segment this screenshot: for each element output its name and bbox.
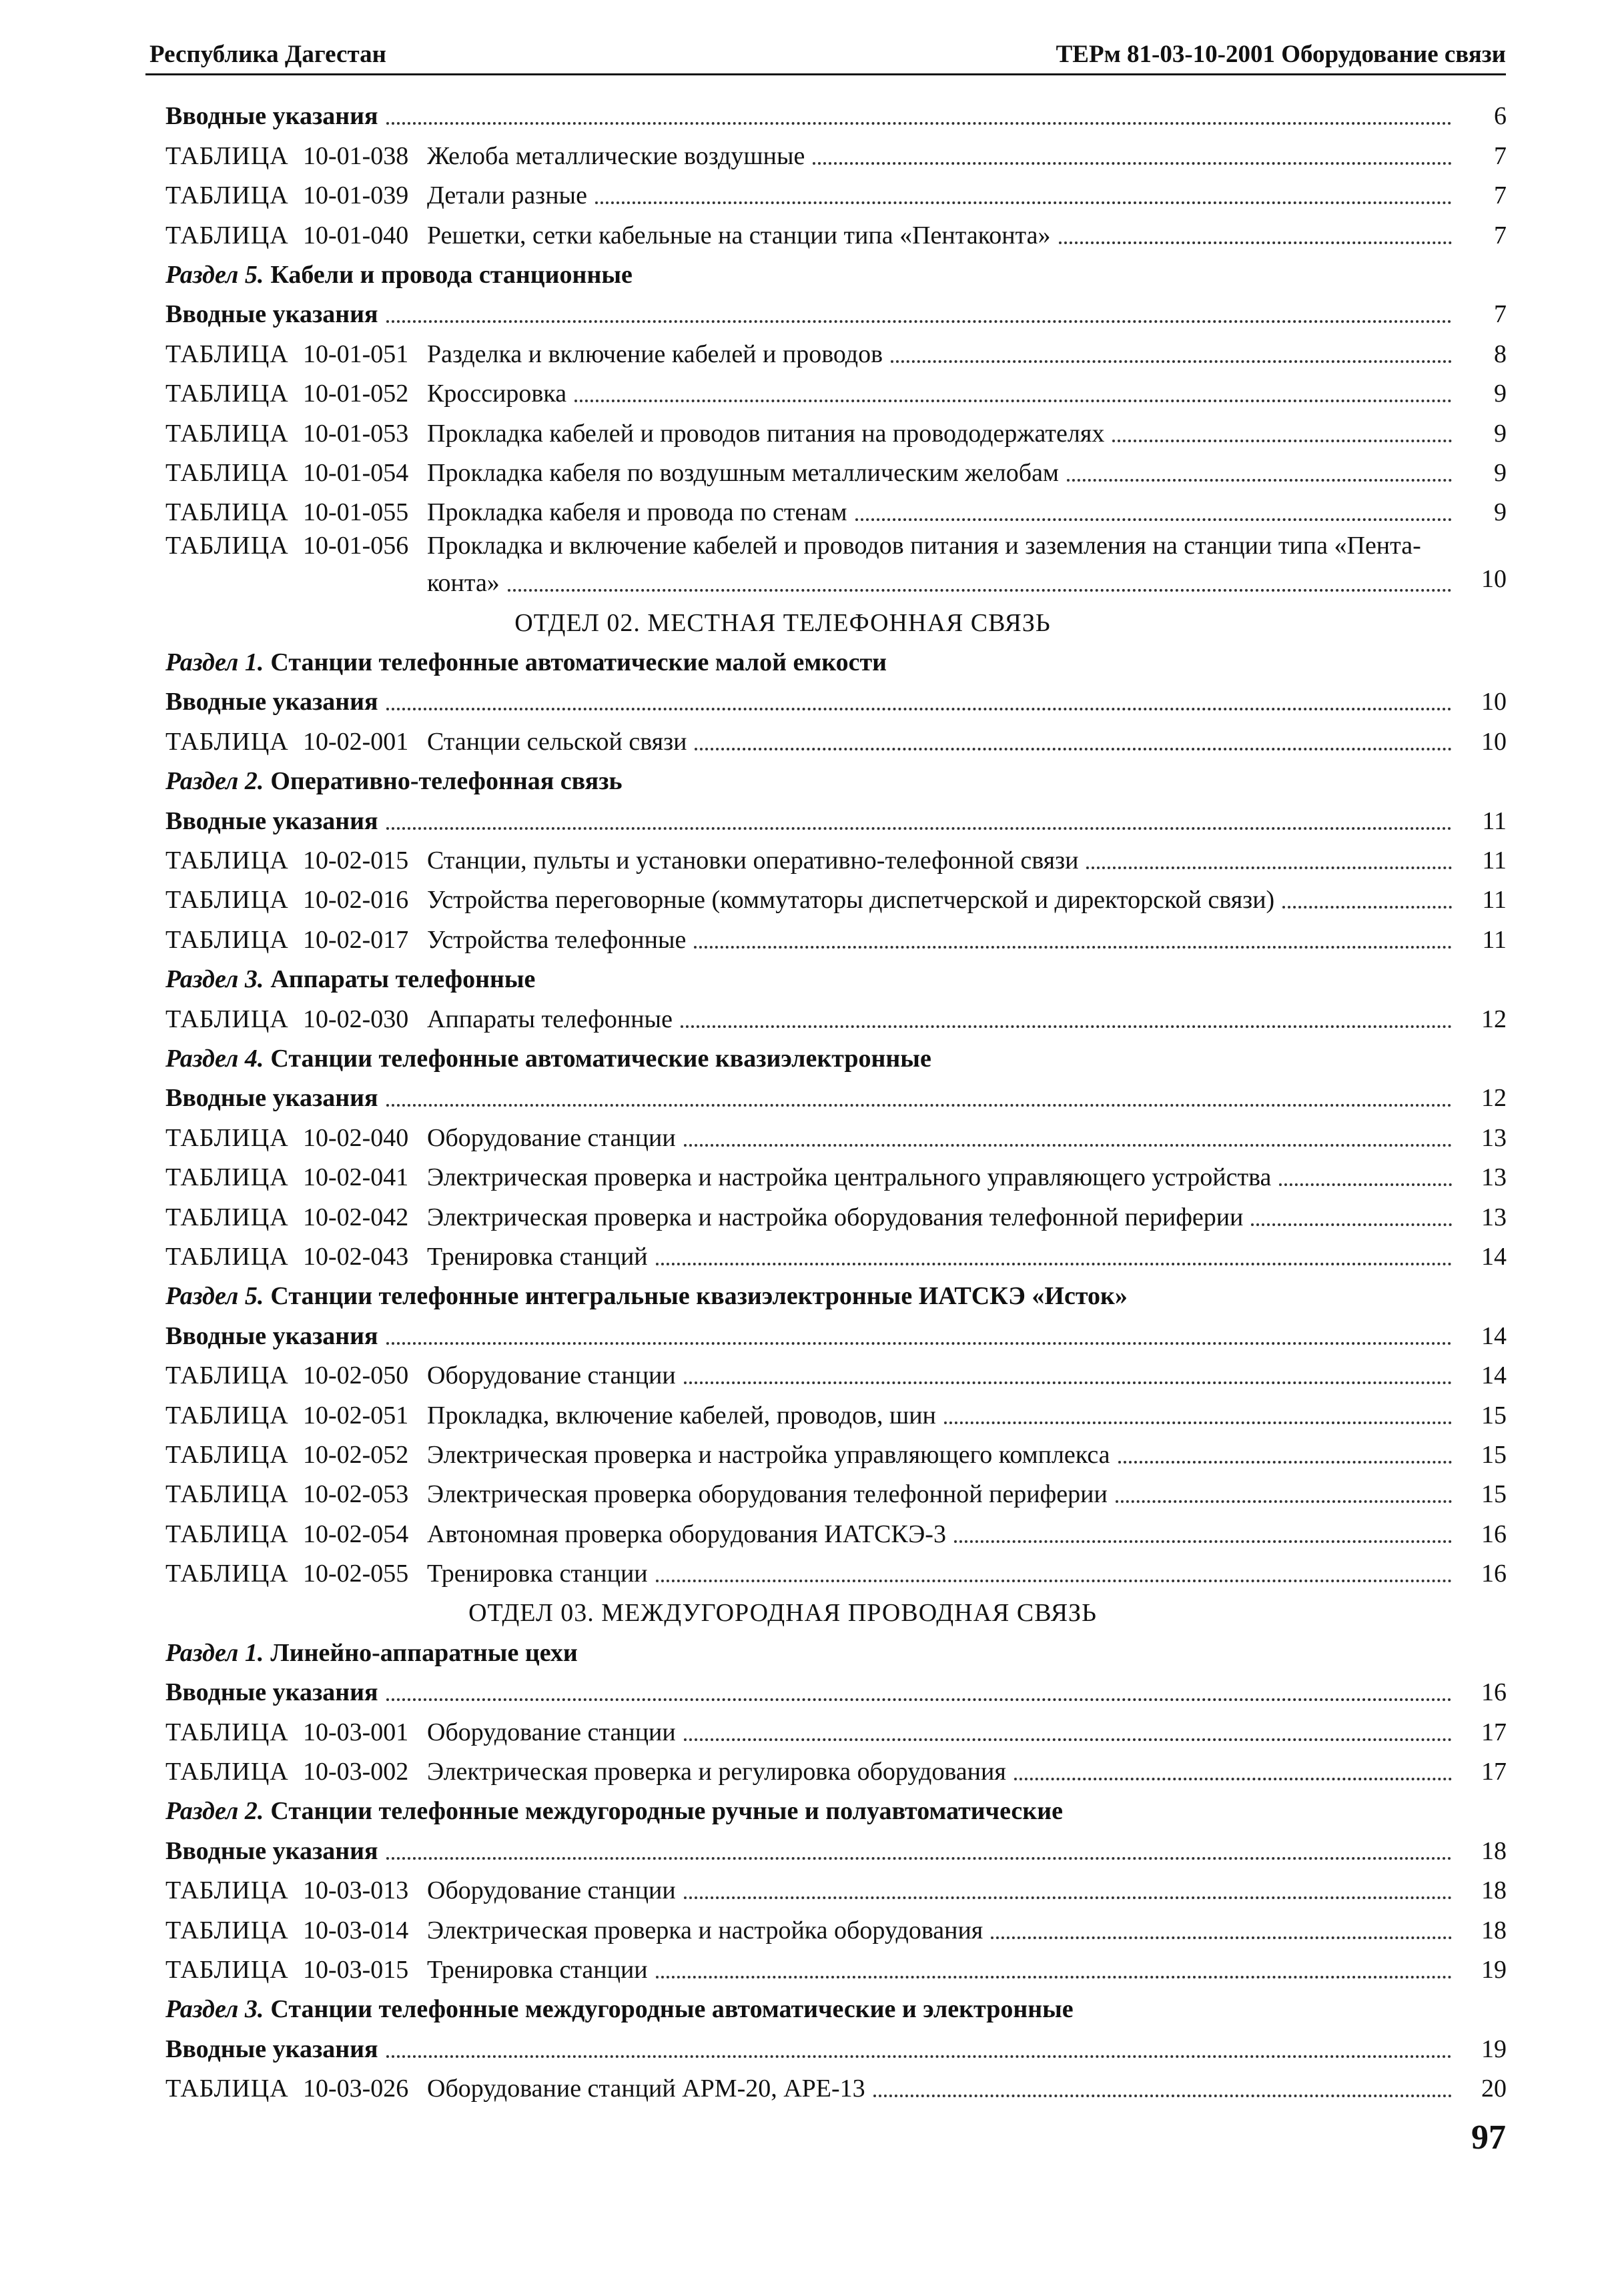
toc-table-code: 10-01-038: [303, 141, 409, 170]
toc-table-label: ТАБЛИЦА: [165, 1123, 289, 1152]
toc-page-number: 14: [1481, 1361, 1507, 1390]
toc-table-row: [165, 1192, 1507, 1231]
toc-page-number: 8: [1494, 340, 1507, 368]
dot-leader: [656, 1580, 1452, 1582]
toc-entry-title: Разделка и включение кабелей и проводов: [427, 340, 883, 368]
toc-table-label: ТАБЛИЦА: [165, 2075, 289, 2103]
toc-page-number: 10: [1481, 727, 1507, 756]
toc-table-label: ТАБЛИЦА: [165, 181, 289, 210]
toc-page-number: 7: [1494, 141, 1507, 170]
section-number: Раздел 2.: [165, 1797, 264, 1826]
toc-entry-title: Кроссировка: [427, 380, 567, 408]
toc-entry-title: Аппараты телефонные: [427, 1005, 673, 1033]
dot-leader: [681, 1025, 1452, 1028]
section-number: Раздел 2.: [165, 767, 264, 796]
toc-page-number: 7: [1494, 181, 1507, 210]
section-title: Станции телефонные автоматические малой емкости: [270, 648, 887, 677]
toc-entry-title: Оборудование станций АРМ-20, АРЕ-13: [427, 2075, 865, 2103]
toc-page-number: 6: [1494, 102, 1507, 131]
toc-table-label: ТАБЛИЦА: [165, 727, 289, 756]
section-number: Раздел 3.: [165, 1995, 264, 2024]
toc-table-row: [165, 1866, 1507, 1905]
toc-table-code: 10-02-041: [303, 1163, 409, 1192]
toc-table-row: [165, 1390, 1507, 1429]
dot-leader: [684, 1896, 1452, 1899]
section-number: Раздел 5.: [165, 260, 264, 289]
dot-leader: [386, 1698, 1452, 1701]
toc-table-code: 10-01-052: [303, 380, 409, 408]
toc-page-number: 13: [1481, 1163, 1507, 1192]
toc-table-code: 10-02-030: [303, 1005, 409, 1033]
toc-page-number: 15: [1481, 1480, 1507, 1509]
toc-table-label: ТАБЛИЦА: [165, 1401, 289, 1429]
toc-table-code: 10-01-051: [303, 340, 409, 368]
toc-table-row: [165, 1509, 1507, 1548]
toc-intro-row: [165, 677, 1507, 716]
dot-leader: [891, 360, 1452, 363]
toc-table-code: 10-02-050: [303, 1361, 409, 1390]
section-number: Раздел 5.: [165, 1282, 264, 1311]
dot-leader: [813, 162, 1452, 165]
toc-table-code: 10-01-056: [303, 532, 409, 560]
toc-page-number: 18: [1481, 1876, 1507, 1905]
toc-table-code: 10-02-015: [303, 846, 409, 875]
section-title: Кабели и провода станционные: [270, 260, 633, 289]
toc-table-row: [165, 448, 1507, 488]
toc-table-code: 10-01-040: [303, 221, 409, 249]
toc-table-label: ТАБЛИЦА: [165, 1480, 289, 1509]
toc-table-label: ТАБЛИЦА: [165, 1203, 289, 1231]
toc-section-heading: [165, 1984, 1507, 2024]
section-title: Аппараты телефонные: [270, 965, 536, 994]
dot-leader: [694, 946, 1452, 949]
dot-leader: [656, 1263, 1452, 1265]
toc-table-row: [165, 1351, 1507, 1390]
toc-intro-row: [165, 1668, 1507, 1707]
toc-table-row: [165, 836, 1507, 875]
dot-leader: [684, 1381, 1452, 1384]
toc-table-row: [165, 171, 1507, 210]
toc-section-heading: [165, 1628, 1507, 1667]
toc-table-label: ТАБЛИЦА: [165, 498, 289, 527]
toc-entry-title: Желоба металлические воздушные: [427, 141, 805, 170]
toc-table-row: [165, 1945, 1507, 1984]
department-title: ОТДЕЛ 03. МЕЖДУГОРОДНАЯ ПРОВОДНАЯ СВЯЗЬ: [468, 1599, 1097, 1628]
toc-entry-title: Тренировка станций: [427, 1242, 648, 1271]
toc-table-row: [165, 994, 1507, 1033]
toc-page-number: 11: [1482, 886, 1507, 915]
toc-table-label: ТАБЛИЦА: [165, 1361, 289, 1390]
toc-table-label: ТАБЛИЦА: [165, 458, 289, 487]
toc-page-number: 16: [1481, 1560, 1507, 1588]
toc-section-heading: [165, 756, 1507, 796]
toc-page-number: 13: [1481, 1123, 1507, 1152]
toc-entry-title: Прокладка кабеля по воздушным металлическим желобам: [427, 458, 1059, 487]
dot-leader: [508, 589, 1452, 592]
toc-page-number: 15: [1481, 1401, 1507, 1429]
section-title: Станции телефонные междугородные ручные и полуавтоматические: [270, 1797, 1063, 1826]
toc-page-number: 11: [1482, 846, 1507, 875]
toc-table-code: 10-03-002: [303, 1758, 409, 1786]
toc-intro-row: [165, 1073, 1507, 1113]
toc-table-code: 10-02-042: [303, 1203, 409, 1231]
toc-entry-title: Вводные указания: [165, 688, 378, 716]
toc-page-number: 7: [1494, 300, 1507, 329]
toc-table-code: 10-02-043: [303, 1242, 409, 1271]
toc-table-label: ТАБЛИЦА: [165, 1876, 289, 1905]
toc-section-heading: [165, 1034, 1507, 1073]
toc-page-number: 14: [1481, 1321, 1507, 1350]
toc-table-code: 10-02-054: [303, 1520, 409, 1548]
toc-table-row: [165, 915, 1507, 954]
toc-section-heading: [165, 1271, 1507, 1311]
dot-leader: [386, 1104, 1452, 1107]
page-number: 97: [1471, 2119, 1506, 2157]
toc-table-row: [165, 1470, 1507, 1509]
toc-intro-row: [165, 2024, 1507, 2063]
header-region: Республика Дагестан: [149, 41, 386, 68]
dot-leader: [1279, 1183, 1452, 1186]
dot-leader: [656, 1976, 1452, 1978]
toc-entry-title: Детали разные: [427, 181, 587, 210]
toc-page-number: 14: [1481, 1242, 1507, 1271]
dot-leader: [873, 2095, 1452, 2097]
toc-entry-title: Тренировка станции: [427, 1955, 648, 1984]
toc-page-number: 12: [1481, 1084, 1507, 1113]
toc-intro-row: [165, 91, 1507, 131]
toc-table-code: 10-03-014: [303, 1916, 409, 1944]
toc-table-label: ТАБЛИЦА: [165, 1758, 289, 1786]
toc-entry-title: Устройства телефонные: [427, 925, 687, 954]
dot-leader: [386, 122, 1452, 125]
toc-table-row: [165, 875, 1507, 915]
toc-section-heading: [165, 250, 1507, 290]
toc-table-row: [165, 1153, 1507, 1192]
dot-leader: [1059, 241, 1453, 244]
toc-table-label: ТАБЛИЦА: [165, 419, 289, 448]
toc-table-label: ТАБЛИЦА: [165, 925, 289, 954]
toc-table-label: ТАБЛИЦА: [165, 1520, 289, 1548]
toc-table-label: ТАБЛИЦА: [165, 1242, 289, 1271]
toc-table-code: 10-03-001: [303, 1718, 409, 1746]
header-document-code: ТЕРм 81-03-10-2001 Оборудование связи: [1056, 41, 1506, 68]
toc-page-number: 9: [1494, 380, 1507, 408]
toc-table-row: [165, 2064, 1507, 2103]
toc-page-number: 11: [1482, 925, 1507, 954]
toc-section-heading: [165, 638, 1507, 677]
toc-table-code: 10-01-054: [303, 458, 409, 487]
dot-leader: [1118, 1461, 1452, 1464]
toc-entry-title: Вводные указания: [165, 1084, 378, 1113]
toc-page-number: 19: [1481, 2035, 1507, 2063]
dot-leader: [386, 2055, 1452, 2058]
toc-table-label: ТАБЛИЦА: [165, 1440, 289, 1469]
toc-page-number: 7: [1494, 221, 1507, 249]
dot-leader: [1067, 479, 1452, 482]
dot-leader: [1014, 1778, 1452, 1780]
toc-entry-title: Автономная проверка оборудования ИАТСКЭ-3: [427, 1520, 946, 1548]
section-title: Оперативно-телефонная связь: [270, 767, 623, 796]
toc-entry-title: Решетки, сетки кабельные на станции типа «Пентаконта»: [427, 221, 1051, 249]
toc-entry-title: Вводные указания: [165, 300, 378, 329]
toc-department-heading: [165, 598, 1507, 637]
toc-table-code: 10-02-001: [303, 727, 409, 756]
dot-leader: [684, 1144, 1452, 1147]
toc-table-code: 10-01-039: [303, 181, 409, 210]
toc-table-row: [165, 1113, 1507, 1152]
toc-entry-title: Прокладка, включение кабелей, проводов, шин: [427, 1401, 936, 1429]
toc-page-number: 9: [1494, 458, 1507, 487]
toc-table-code: 10-02-040: [303, 1123, 409, 1152]
toc-table-code: 10-02-017: [303, 925, 409, 954]
toc-entry-title: Электрическая проверка и настройка центрального управляющего устройства: [427, 1163, 1272, 1192]
toc-table-code: 10-02-051: [303, 1401, 409, 1429]
toc-table-code: 10-02-053: [303, 1480, 409, 1509]
dot-leader: [386, 1342, 1452, 1345]
toc-department-heading: [165, 1588, 1507, 1628]
toc-entry-title-block: [427, 531, 1460, 598]
section-number: Раздел 4.: [165, 1044, 264, 1073]
toc-table-row: [165, 131, 1507, 170]
toc-table-row: [165, 527, 1507, 598]
toc-entry-title: Электрическая проверка и настройка оборудования: [427, 1916, 983, 1944]
toc-intro-row: [165, 796, 1507, 835]
toc-table-label: ТАБЛИЦА: [165, 1163, 289, 1192]
toc-entry-title: Вводные указания: [165, 2035, 378, 2063]
toc-table-row: [165, 1430, 1507, 1470]
toc-table-row: [165, 1905, 1507, 1944]
section-number: Раздел 3.: [165, 965, 264, 994]
dot-leader: [1282, 906, 1452, 909]
toc-table-row: [165, 1707, 1507, 1746]
toc-table-row: [165, 1549, 1507, 1588]
toc-entry-title: Тренировка станции: [427, 1560, 648, 1588]
dot-leader: [386, 708, 1452, 710]
toc-table-code: 10-03-015: [303, 1955, 409, 1984]
toc-entry-title: Прокладка кабеля и провода по стенам: [427, 498, 847, 527]
toc-entry-title: Оборудование станции: [427, 1876, 676, 1905]
dot-leader: [1251, 1223, 1452, 1226]
toc-entry-title: Вводные указания: [165, 1836, 378, 1865]
toc-table-label: ТАБЛИЦА: [165, 1916, 289, 1944]
toc-entry-title-tail: конта»: [427, 569, 500, 598]
toc-entry-title-continuation: [427, 568, 1460, 598]
dot-leader: [991, 1936, 1452, 1939]
toc-page-number: 10: [1481, 565, 1507, 594]
toc-table-label: ТАБЛИЦА: [165, 1005, 289, 1033]
toc-table-label: ТАБЛИЦА: [165, 221, 289, 249]
dot-leader: [1086, 867, 1452, 869]
toc-entry-title: Вводные указания: [165, 806, 378, 835]
toc-table-row: [165, 210, 1507, 249]
toc-page-number: 9: [1494, 419, 1507, 448]
toc-page-number: 16: [1481, 1678, 1507, 1707]
dot-leader: [855, 518, 1452, 521]
toc-entry-title: Вводные указания: [165, 1321, 378, 1350]
toc-entry-title: Вводные указания: [165, 1678, 378, 1707]
dot-leader: [954, 1540, 1452, 1543]
toc-entry-title: Станции, пульты и установки оперативно-телефонной связи: [427, 846, 1079, 875]
toc-entry-title: Электрическая проверка и регулировка оборудования: [427, 1758, 1006, 1786]
toc-table-row: [165, 369, 1507, 408]
toc-table-label: ТАБЛИЦА: [165, 1560, 289, 1588]
toc-page-number: 10: [1481, 688, 1507, 716]
toc-entry-title: Станции сельской связи: [427, 727, 687, 756]
toc-table-label: ТАБЛИЦА: [165, 532, 289, 560]
dot-leader: [574, 400, 1452, 402]
dot-leader: [1116, 1500, 1452, 1503]
toc-page-number: 9: [1494, 498, 1507, 527]
toc-table-row: [165, 329, 1507, 368]
department-title: ОТДЕЛ 02. МЕСТНАЯ ТЕЛЕФОННАЯ СВЯЗЬ: [514, 608, 1051, 637]
toc-page-number: 18: [1481, 1836, 1507, 1865]
toc-table-code: 10-03-026: [303, 2075, 409, 2103]
toc-page-number: 16: [1481, 1520, 1507, 1548]
section-number: Раздел 1.: [165, 648, 264, 677]
toc-entry-title: Оборудование станции: [427, 1718, 676, 1746]
toc-entry-title: Устройства переговорные (коммутаторы диспетчерской и директорской связи): [427, 886, 1275, 915]
dot-leader: [386, 1857, 1452, 1860]
section-number: Раздел 1.: [165, 1638, 264, 1667]
toc-page-number: 17: [1481, 1718, 1507, 1746]
toc-section-heading: [165, 1786, 1507, 1826]
toc-entry-title: Электрическая проверка и настройка оборудования телефонной периферии: [427, 1203, 1244, 1231]
toc-entry-title: Электрическая проверка и настройка управляющего комплекса: [427, 1440, 1110, 1469]
dot-leader: [695, 748, 1452, 750]
toc-table-row: [165, 408, 1507, 448]
toc-entry-title: Прокладка и включение кабелей и проводов питания и заземления на станции типа «Пента-: [427, 532, 1421, 560]
toc-table-code: 10-02-055: [303, 1560, 409, 1588]
toc-intro-row: [165, 1311, 1507, 1350]
toc-table-code: 10-03-013: [303, 1876, 409, 1905]
page-header: [145, 35, 1506, 75]
toc-page-number: 20: [1481, 2075, 1507, 2103]
toc-table-row: [165, 488, 1507, 527]
toc-page-number: 19: [1481, 1955, 1507, 1984]
dot-leader: [944, 1421, 1452, 1424]
section-title: Станции телефонные междугородные автоматические и электронные: [270, 1995, 1074, 2024]
toc-table-label: ТАБЛИЦА: [165, 340, 289, 368]
table-of-contents: [165, 91, 1507, 2103]
toc-entry-title: Электрическая проверка оборудования телефонной периферии: [427, 1480, 1108, 1509]
toc-entry-title: Прокладка кабелей и проводов питания на провододержателях: [427, 419, 1105, 448]
toc-table-code: 10-01-055: [303, 498, 409, 527]
toc-page-number: 17: [1481, 1758, 1507, 1786]
toc-table-code: 10-01-053: [303, 419, 409, 448]
dot-leader: [386, 320, 1452, 323]
dot-leader: [684, 1738, 1452, 1741]
toc-table-label: ТАБЛИЦА: [165, 1718, 289, 1746]
toc-page-number: 13: [1481, 1203, 1507, 1231]
toc-table-label: ТАБЛИЦА: [165, 846, 289, 875]
toc-table-code: 10-02-052: [303, 1440, 409, 1469]
toc-intro-row: [165, 1826, 1507, 1865]
toc-table-label: ТАБЛИЦА: [165, 1955, 289, 1984]
toc-intro-row: [165, 290, 1507, 329]
dot-leader: [1112, 440, 1452, 442]
toc-table-label: ТАБЛИЦА: [165, 886, 289, 915]
section-title: Линейно-аппаратные цехи: [270, 1638, 578, 1667]
toc-table-row: [165, 1747, 1507, 1786]
toc-table-label: ТАБЛИЦА: [165, 141, 289, 170]
toc-table-label: ТАБЛИЦА: [165, 380, 289, 408]
toc-table-row: [165, 716, 1507, 756]
toc-table-row: [165, 1232, 1507, 1271]
toc-entry-title: Оборудование станции: [427, 1123, 676, 1152]
toc-page-number: 15: [1481, 1440, 1507, 1469]
toc-page-number: 12: [1481, 1005, 1507, 1033]
toc-table-code: 10-02-016: [303, 886, 409, 915]
toc-entry-title: Оборудование станции: [427, 1361, 676, 1390]
section-title: Станции телефонные автоматические квазиэлектронные: [270, 1044, 931, 1073]
toc-page-number: 18: [1481, 1916, 1507, 1944]
toc-section-heading: [165, 955, 1507, 994]
toc-page-number: 11: [1482, 806, 1507, 835]
toc-entry-title: Вводные указания: [165, 102, 378, 131]
section-title: Станции телефонные интегральные квазиэлектронные ИАТСКЭ «Исток»: [270, 1282, 1128, 1311]
dot-leader: [386, 827, 1452, 830]
dot-leader: [595, 201, 1452, 204]
